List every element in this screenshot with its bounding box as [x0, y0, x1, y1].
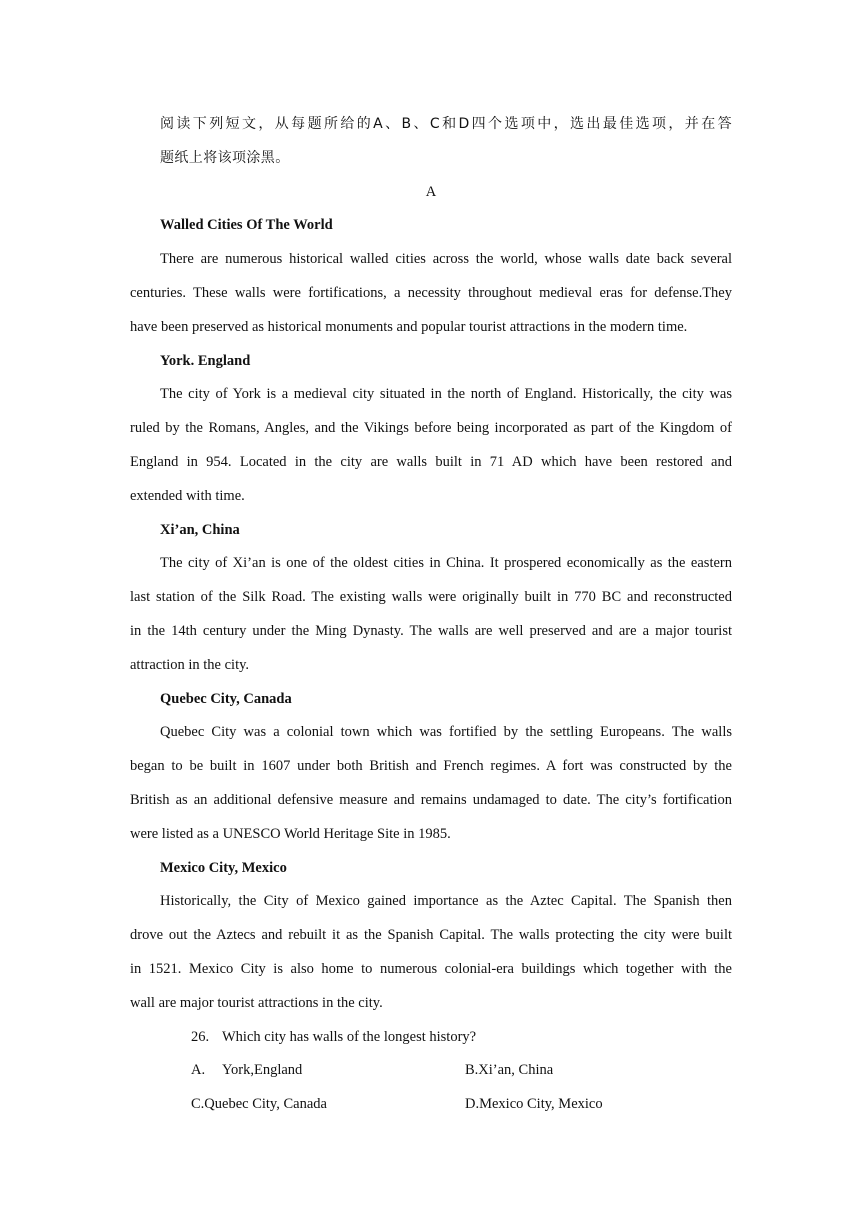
paragraph-line: Quebec City was a colonial town which was fortified by the settling Europeans. The walls [160, 724, 732, 741]
paragraph-line: British as an additional defensive measure and remains undamaged to date. The city’s fortification [130, 791, 732, 808]
option-a-label: A. [191, 1062, 206, 1079]
paragraph-line: centuries. These walls were fortifications, a necessity throughout medieval eras for defense.They [130, 284, 732, 301]
paragraph-line: last station of the Silk Road. The existing walls were originally built in 770 BC and reconstructed [130, 589, 732, 606]
question-number: 26. [191, 1028, 210, 1045]
option-a[interactable] [191, 1054, 465, 1088]
section-heading-xian: Xi’an, China [160, 521, 240, 538]
option-c[interactable]: C.Quebec City, Canada [191, 1096, 327, 1113]
paragraph-line: wall are major tourist attractions in the city. [130, 994, 383, 1011]
option-b[interactable]: B.Xi’an, China [465, 1062, 554, 1079]
section-heading-mexico: Mexico City, Mexico [160, 859, 287, 876]
passage-title: Walled Cities Of The World [160, 217, 333, 234]
paragraph-line: Historically, the City of Mexico gained importance as the Aztec Capital. The Spanish then [160, 893, 732, 910]
question-stem [130, 1021, 732, 1055]
paragraph-line: extended with time. [130, 487, 245, 504]
section-heading-quebec: Quebec City, Canada [160, 690, 292, 707]
paragraph-line: were listed as a UNESCO World Heritage Site in 1985. [130, 825, 451, 842]
section-heading-york: York. England [160, 352, 251, 369]
option-d[interactable]: D.Mexico City, Mexico [465, 1096, 603, 1113]
options-row-2 [130, 1088, 732, 1122]
document-page [130, 108, 732, 1122]
section-label: A [425, 183, 437, 200]
paragraph-line: in the 14th century under the Ming Dynasty. The walls are well preserved and are a major tourist [130, 622, 732, 639]
paragraph-line: in 1521. Mexico City is also home to numerous colonial-era buildings which together with the [130, 960, 732, 977]
paragraph-line: England in 954. Located in the city are walls built in 71 AD which have been restored and [130, 453, 732, 470]
paragraph-line: have been preserved as historical monuments and popular tourist attractions in the modern time. [130, 318, 688, 335]
question-text: Which city has walls of the longest history? [222, 1028, 477, 1045]
paragraph-line: drove out the Aztecs and rebuilt it as the Spanish Capital. The walls protecting the city were built [130, 927, 732, 944]
paragraph-line: attraction in the city. [130, 656, 250, 673]
paragraph-line: The city of Xi’an is one of the oldest cities in China. It prospered economically as the eastern [160, 555, 732, 572]
paragraph-line: There are numerous historical walled cities across the world, whose walls date back several [160, 251, 732, 268]
options-row-1 [130, 1054, 732, 1088]
instruction-line-2: 题纸上将该项涂黑。 [160, 149, 290, 166]
paragraph-line: ruled by the Romans, Angles, and the Vikings before being incorporated as part of the Kingdom of [130, 420, 732, 437]
paragraph-line: began to be built in 1607 under both British and French regimes. A fort was constructed by the [130, 758, 732, 775]
instruction-line-1: 阅读下列短文，从每题所给的A、B、C和D四个选项中，选出最佳选项，并在答 [160, 116, 732, 132]
paragraph-line: The city of York is a medieval city situated in the north of England. Historically, the city was [160, 386, 732, 403]
option-a-text: York,England [222, 1062, 303, 1079]
